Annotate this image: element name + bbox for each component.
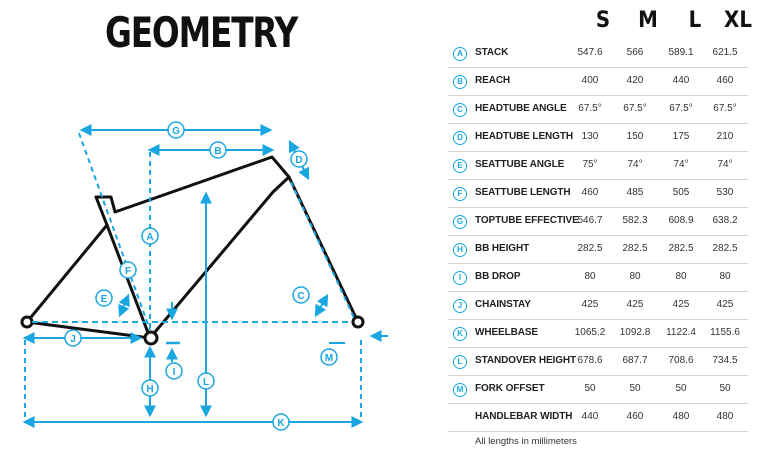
row-value-m: 150 bbox=[626, 131, 644, 142]
row-value-l: 505 bbox=[672, 187, 690, 198]
svg-text:E: E bbox=[100, 294, 108, 305]
row-value-l: 1122.4 bbox=[666, 327, 696, 338]
row-value-m: 460 bbox=[626, 411, 644, 422]
row-label: STACK bbox=[475, 47, 509, 58]
svg-text:H: H bbox=[146, 384, 154, 395]
row-value-s: 440 bbox=[581, 411, 599, 422]
row-value-s: 282.5 bbox=[577, 243, 603, 254]
svg-text:B: B bbox=[214, 146, 222, 157]
row-label: HANDLEBAR WIDTH bbox=[475, 411, 573, 422]
row-value-s: 547.6 bbox=[577, 47, 603, 58]
row-value-l: 282.5 bbox=[668, 243, 694, 254]
row-value-xl: 67.5° bbox=[713, 103, 737, 114]
row-value-m: 485 bbox=[626, 187, 644, 198]
row-value-s: 425 bbox=[581, 299, 599, 310]
page-title: GEOMETRY bbox=[105, 8, 298, 57]
row-value-s: 75° bbox=[582, 159, 598, 170]
row-letter-badge: J bbox=[453, 299, 467, 313]
row-letter-badge: C bbox=[453, 103, 467, 117]
row-label: FORK OFFSET bbox=[475, 383, 545, 394]
row-value-xl: 50 bbox=[719, 383, 731, 394]
svg-text:C: C bbox=[297, 291, 305, 302]
row-value-s: 50 bbox=[584, 383, 596, 394]
table-row bbox=[448, 264, 748, 292]
row-value-s: 400 bbox=[581, 75, 599, 86]
svg-text:K: K bbox=[277, 418, 285, 429]
row-letter-badge: F bbox=[453, 187, 467, 201]
row-label: WHEELBASE bbox=[475, 327, 538, 338]
row-label: CHAINSTAY bbox=[475, 299, 531, 310]
row-letter-badge: K bbox=[453, 327, 467, 341]
row-letter-badge: H bbox=[453, 243, 467, 257]
row-value-xl: 74° bbox=[717, 159, 733, 170]
row-value-l: 440 bbox=[672, 75, 690, 86]
row-value-m: 80 bbox=[629, 271, 641, 282]
row-value-xl: 80 bbox=[719, 271, 731, 282]
row-value-m: 420 bbox=[626, 75, 644, 86]
row-value-l: 50 bbox=[675, 383, 687, 394]
row-label: SEATTUBE LENGTH bbox=[475, 187, 571, 198]
row-value-l: 175 bbox=[672, 131, 690, 142]
svg-text:F: F bbox=[124, 266, 132, 277]
row-value-m: 566 bbox=[626, 47, 644, 58]
row-value-m: 67.5° bbox=[623, 103, 647, 114]
row-label: HEADTUBE LENGTH bbox=[475, 131, 573, 142]
row-letter-badge: M bbox=[453, 383, 467, 397]
row-value-s: 80 bbox=[584, 271, 596, 282]
size-header-xl: XL bbox=[724, 8, 752, 33]
row-letter-badge: L bbox=[453, 355, 467, 369]
row-value-xl: 460 bbox=[716, 75, 734, 86]
row-value-xl: 530 bbox=[716, 187, 734, 198]
row-value-l: 67.5° bbox=[669, 103, 693, 114]
svg-text:L: L bbox=[202, 377, 210, 388]
svg-text:M: M bbox=[324, 353, 334, 364]
row-value-xl: 638.2 bbox=[712, 215, 738, 226]
row-letter-badge: I bbox=[453, 271, 467, 285]
row-value-xl: 282.5 bbox=[712, 243, 738, 254]
row-value-xl: 480 bbox=[716, 411, 734, 422]
row-label: HEADTUBE ANGLE bbox=[475, 103, 567, 114]
row-label: SEATTUBE ANGLE bbox=[475, 159, 565, 170]
row-value-s: 130 bbox=[581, 131, 599, 142]
row-letter-badge: E bbox=[453, 159, 467, 173]
row-label: BB DROP bbox=[475, 271, 521, 282]
svg-text:G: G bbox=[172, 126, 180, 137]
table-row bbox=[448, 292, 748, 320]
svg-text:D: D bbox=[295, 155, 303, 166]
svg-text:J: J bbox=[70, 334, 76, 345]
row-value-l: 708.6 bbox=[668, 355, 694, 366]
size-header-m: M bbox=[638, 8, 658, 33]
svg-text:I: I bbox=[172, 367, 176, 378]
row-value-xl: 1155.6 bbox=[710, 327, 740, 338]
row-value-m: 282.5 bbox=[622, 243, 648, 254]
row-value-l: 80 bbox=[675, 271, 687, 282]
row-value-l: 608.9 bbox=[668, 215, 694, 226]
table-row bbox=[448, 236, 748, 264]
table-row bbox=[448, 376, 748, 404]
row-value-xl: 734.5 bbox=[712, 355, 738, 366]
table-row bbox=[448, 404, 748, 432]
row-label: BB HEIGHT bbox=[475, 243, 530, 254]
row-letter-badge: G bbox=[453, 215, 467, 229]
row-letter-badge: A bbox=[453, 47, 467, 61]
table-row bbox=[448, 40, 748, 68]
row-divider bbox=[448, 431, 748, 432]
svg-text:A: A bbox=[146, 232, 154, 243]
table-row bbox=[448, 68, 748, 96]
row-value-s: 678.6 bbox=[577, 355, 603, 366]
row-letter-badge: D bbox=[453, 131, 467, 145]
row-value-l: 589.1 bbox=[668, 47, 694, 58]
row-letter-badge: B bbox=[453, 75, 467, 89]
row-value-s: 67.5° bbox=[578, 103, 602, 114]
row-value-s: 460 bbox=[581, 187, 599, 198]
row-value-m: 50 bbox=[629, 383, 641, 394]
row-value-m: 425 bbox=[626, 299, 644, 310]
table-row bbox=[448, 180, 748, 208]
row-value-m: 687.7 bbox=[622, 355, 648, 366]
table-row bbox=[448, 208, 748, 236]
row-value-xl: 621.5 bbox=[712, 47, 738, 58]
table-row bbox=[448, 320, 748, 348]
row-value-l: 425 bbox=[672, 299, 690, 310]
row-value-l: 480 bbox=[672, 411, 690, 422]
row-value-xl: 210 bbox=[716, 131, 734, 142]
table-row bbox=[448, 152, 748, 180]
size-header-s: S bbox=[595, 8, 611, 33]
table-row bbox=[448, 96, 748, 124]
row-label: STANDOVER HEIGHT bbox=[475, 355, 576, 366]
row-value-l: 74° bbox=[673, 159, 689, 170]
table-row bbox=[448, 348, 748, 376]
row-label: TOPTUBE EFFECTIVE bbox=[475, 215, 579, 226]
row-value-m: 74° bbox=[627, 159, 643, 170]
row-value-s: 1065.2 bbox=[574, 327, 606, 338]
size-header-l: L bbox=[688, 8, 702, 33]
row-label: REACH bbox=[475, 75, 511, 86]
row-value-s: 546.7 bbox=[577, 215, 603, 226]
row-value-xl: 425 bbox=[716, 299, 734, 310]
table-row bbox=[448, 124, 748, 152]
row-value-m: 582.3 bbox=[622, 215, 648, 226]
row-value-m: 1092.8 bbox=[619, 327, 651, 338]
units-note: All lengths in millimeters bbox=[475, 436, 577, 447]
